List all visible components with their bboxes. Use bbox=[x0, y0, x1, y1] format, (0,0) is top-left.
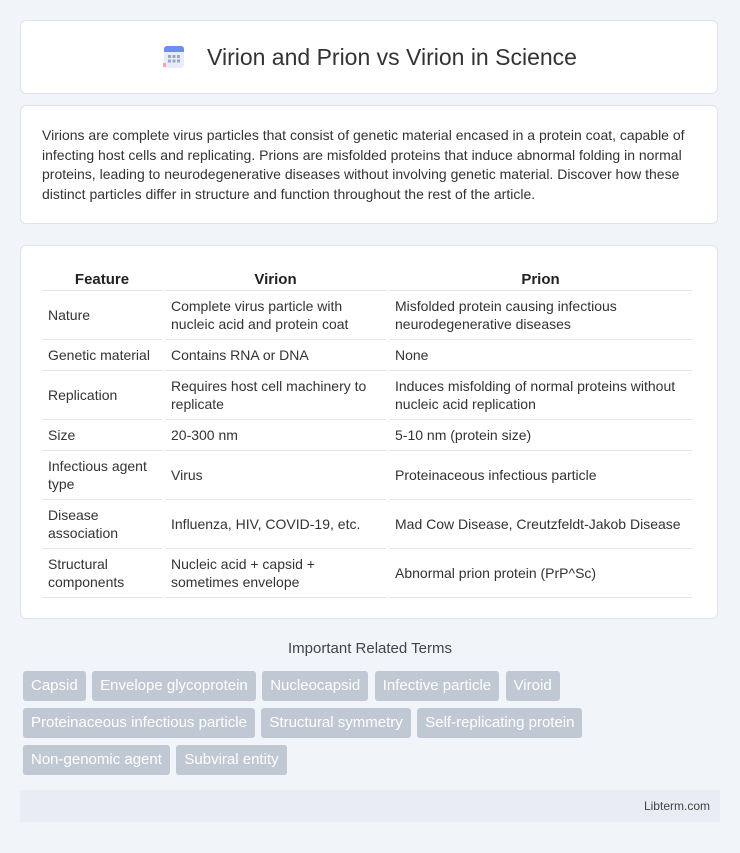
cell-virion: Requires host cell machinery to replicate bbox=[165, 371, 386, 420]
table-row bbox=[42, 291, 692, 340]
intro-card bbox=[20, 105, 718, 224]
cell-prion: Abnormal prion protein (PrP^Sc) bbox=[389, 549, 692, 598]
cell-feature: Replication bbox=[42, 371, 162, 420]
cell-feature: Genetic material bbox=[42, 340, 162, 371]
page-title: Virion and Prion vs Virion in Science bbox=[207, 43, 577, 70]
cell-prion: Mad Cow Disease, Creutzfeldt-Jakob Disease bbox=[389, 500, 692, 549]
table-row bbox=[42, 420, 692, 451]
table-row bbox=[42, 371, 692, 420]
comparison-table bbox=[39, 266, 695, 598]
cell-virion: Influenza, HIV, COVID-19, etc. bbox=[165, 500, 386, 549]
table-row bbox=[42, 451, 692, 500]
footer-site-link[interactable]: Libterm.com bbox=[643, 799, 710, 813]
related-terms-list bbox=[23, 671, 723, 782]
header-virion: Virion bbox=[165, 266, 386, 291]
tag-structural-symmetry[interactable]: Structural symmetry bbox=[261, 708, 410, 738]
cell-prion: Misfolded protein causing infectious neurodegenerative diseases bbox=[389, 291, 692, 340]
cell-virion: Complete virus particle with nucleic acid and protein coat bbox=[165, 291, 386, 340]
table-document-icon bbox=[161, 44, 187, 70]
cell-virion: Nucleic acid + capsid + sometimes envelope bbox=[165, 549, 386, 598]
page-header bbox=[20, 20, 718, 94]
tag-infective-particle[interactable]: Infective particle bbox=[375, 671, 499, 701]
cell-prion: Proteinaceous infectious particle bbox=[389, 451, 692, 500]
cell-virion: 20-300 nm bbox=[165, 420, 386, 451]
tag-viroid[interactable]: Viroid bbox=[506, 671, 560, 701]
header-prion: Prion bbox=[389, 266, 692, 291]
cell-feature: Structural components bbox=[42, 549, 162, 598]
comparison-card bbox=[20, 245, 718, 619]
cell-feature: Size bbox=[42, 420, 162, 451]
tag-nucleocapsid[interactable]: Nucleocapsid bbox=[262, 671, 368, 701]
related-terms-title: Important Related Terms bbox=[288, 640, 452, 657]
cell-prion: None bbox=[389, 340, 692, 371]
cell-prion: Induces misfolding of normal proteins without nucleic acid replication bbox=[389, 371, 692, 420]
cell-feature: Disease association bbox=[42, 500, 162, 549]
tag-subviral-entity[interactable]: Subviral entity bbox=[176, 745, 286, 775]
cell-feature: Infectious agent type bbox=[42, 451, 162, 500]
cell-feature: Nature bbox=[42, 291, 162, 340]
tag-envelope-glycoprotein[interactable]: Envelope glycoprotein bbox=[92, 671, 256, 701]
table-row bbox=[42, 500, 692, 549]
footer bbox=[20, 790, 720, 822]
cell-virion: Contains RNA or DNA bbox=[165, 340, 386, 371]
tag-capsid[interactable]: Capsid bbox=[23, 671, 86, 701]
table-row bbox=[42, 340, 692, 371]
intro-text: Virions are complete virus particles that consist of genetic material encased in a protein coat, capable of infecting host cells and replicating. Prions are misfolded proteins that induce abnormal folding in normal proteins, leading to neurodegenerative diseases without involving genetic material. Discover how these distinct particles differ in structure and function throughout the rest of the article. bbox=[42, 127, 685, 202]
cell-prion: 5-10 nm (protein size) bbox=[389, 420, 692, 451]
tag-proteinaceous-infectious-particle[interactable]: Proteinaceous infectious particle bbox=[23, 708, 255, 738]
tag-self-replicating-protein[interactable]: Self-replicating protein bbox=[417, 708, 582, 738]
header-feature: Feature bbox=[42, 266, 162, 291]
tag-non-genomic-agent[interactable]: Non-genomic agent bbox=[23, 745, 170, 775]
cell-virion: Virus bbox=[165, 451, 386, 500]
table-row bbox=[42, 549, 692, 598]
